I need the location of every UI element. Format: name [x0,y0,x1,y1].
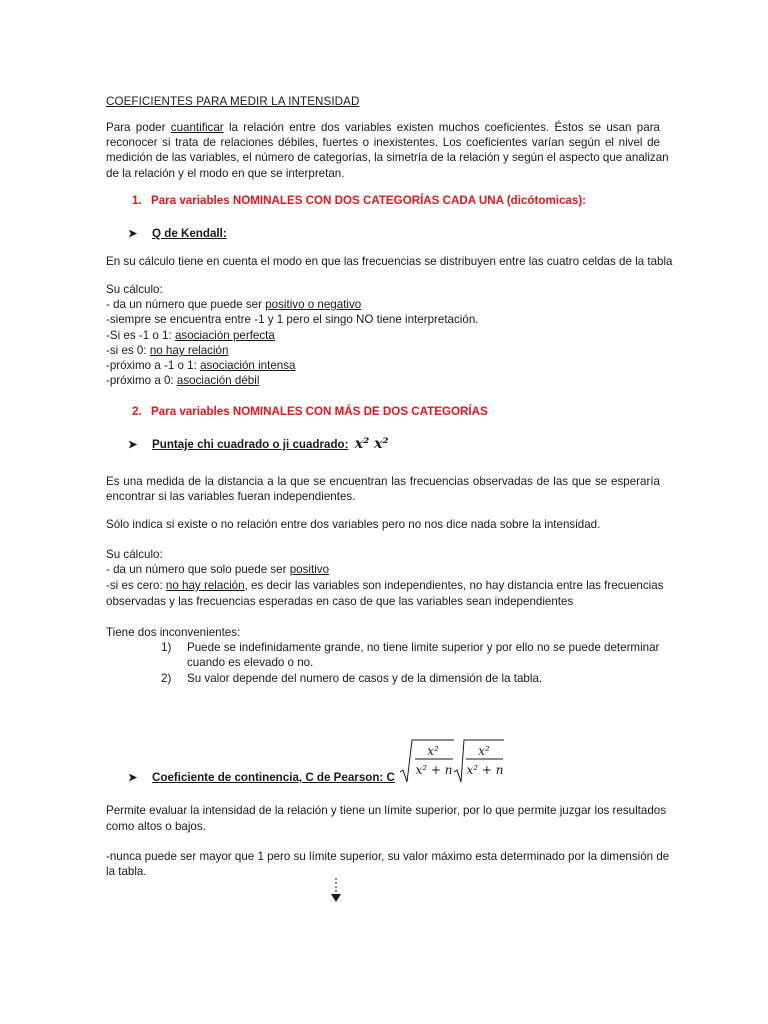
arrowhead-bullet-icon: ➤ [128,228,138,240]
formula-denominator-1: x² + n [415,763,453,777]
intro-line-2: reconocer si trata de relaciones débiles, fuertes o inexistentes. Los coeficientes varían según el nivel de [106,136,660,149]
chi-desc-line-1: Es una medida de la distancia a la que se encuentran las frecuencias observadas de las que se esperaría [106,475,660,488]
pearson-note-line-2: la tabla. [106,865,147,878]
chi-bullet-2-line-2: observadas y las frecuencias esperadas en caso de que las variables sean independientes [106,595,574,608]
intro-line-4: de la relación y el modo en que se interpretan. [106,167,345,180]
kendall-bullet-4: -si es 0: no hay relación [106,344,229,357]
kendall-bullet-3: -Si es -1 o 1: asociación perfecta [106,329,275,342]
section-2-heading: Para variables NOMINALES CON MÁS DE DOS CATEGORÍAS [151,405,488,418]
formula-denominator-2: x² + n [466,763,504,777]
section-2-number: 2. [132,405,142,418]
inconveniente-1-number: 1) [161,641,172,654]
pearson-note-line-1: -nunca puede ser mayor que 1 pero su límite superior, su valor máximo esta determinado por la dimensión de [106,850,670,863]
page-title: COEFICIENTES PARA MEDIR LA INTENSIDAD [106,95,360,108]
kendall-bullet-5: -próximo a -1 o 1: asociación intensa [106,359,296,372]
section-1-number: 1. [132,194,142,207]
kendall-description: En su cálculo tiene en cuenta el modo en que las frecuencias se distribuyen entre las cuatro celdas de la tabla [106,255,673,268]
intro-line-1: Para poder cuantificar la relación entre dos variables existen muchos coeficientes. Éstos se usan para [106,121,660,134]
cuantificar-term: cuantificar [170,121,224,134]
chi-square-label: Puntaje chi cuadrado o ji cuadrado: [152,438,349,451]
chi-bullet-1: - da un número que solo puede ser positivo [106,563,330,576]
pearson-desc-line-2: como altos o bajos. [106,820,206,833]
inconvenientes-label: Tiene dos inconvenientes: [106,626,241,639]
intro-line-3: medición de las variables, el número de categorías, la simetría de la relación y según el aspecto que analizan [106,151,669,164]
pearson-heading [128,770,395,786]
arrowhead-bullet-icon: ➤ [128,439,138,451]
chi-calc-label: Su cálculo: [106,548,163,561]
chi-bullet-2: -si es cero: no hay relación, es decir las variables son independientes, no hay distancia entre las frecuencias [106,579,664,592]
inconveniente-2-line-1: Su valor depende del numero de casos y de la dimensión de la tabla. [187,672,543,685]
formula-numerator-2: x² [478,744,490,758]
chi-desc-line-2: encontrar si las variables fueran independientes. [106,490,356,503]
q-kendall-heading [128,226,227,242]
kendall-bullet-6: -próximo a 0: asociación débil [106,374,260,387]
down-arrow-icon [329,877,343,905]
kendall-calc-label: Su cálculo: [106,283,163,296]
kendall-bullet-1: - da un número que puede ser positivo o negativo [106,298,362,311]
pearson-formula [398,738,508,786]
inconveniente-2-number: 2) [161,672,172,685]
inconveniente-1-line-2: cuando es elevado o no. [187,656,314,669]
formula-numerator-1: x² [427,744,439,758]
chi-intensity-note: Sólo indica si existe o no relación entre dos variables pero no nos dice nada sobre la intensidad. [106,518,601,531]
arrowhead-bullet-icon: ➤ [128,772,138,784]
pearson-label: Coeficiente de continencia, C de Pearson: C [152,771,395,784]
section-1-heading: Para variables NOMINALES CON DOS CATEGORÍAS CADA UNA (dicótomicas): [151,194,587,207]
pearson-desc-line-1: Permite evaluar la intensidad de la relación y tiene un límite superior, por lo que permite juzgar los resultados [106,804,667,817]
chi-square-symbol: x² x² [354,436,389,452]
chi-square-heading [128,437,389,453]
kendall-bullet-2: -siempre se encuentra entre -1 y 1 pero el singo NO tiene interpretación. [106,313,479,326]
inconveniente-1-line-1: Puede se indefinidamente grande, no tiene limite superior y por ello no se puede determinar [187,641,660,654]
q-kendall-label: Q de Kendall: [152,227,227,240]
